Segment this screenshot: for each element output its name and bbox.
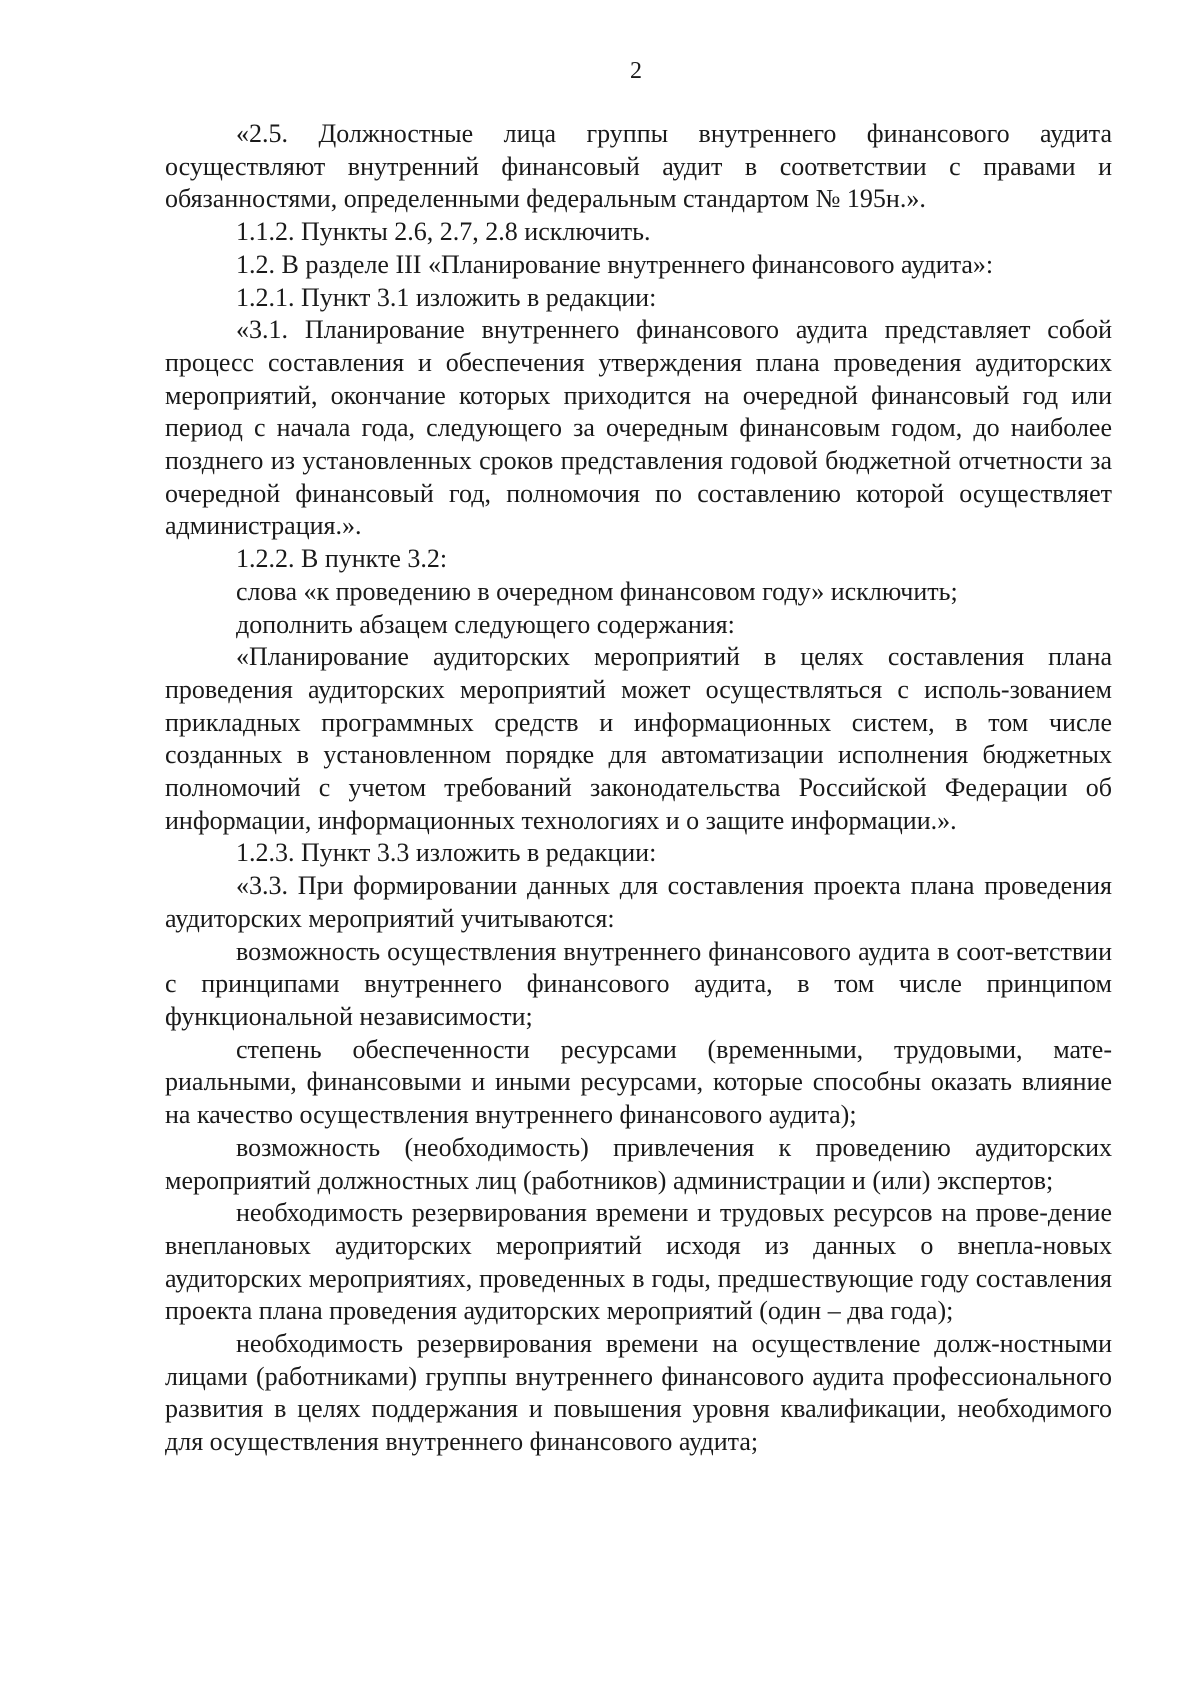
- paragraph-1-1-2: 1.1.2. Пункты 2.6, 2.7, 2.8 исключить.: [236, 217, 651, 247]
- paragraph-1-2-3: 1.2.3. Пункт 3.3 изложить в редакции:: [236, 838, 657, 868]
- paragraph-item-reserve-unplanned: необходимость резервирования времени и трудовых ресурсов на прове-дение внеплановых аудиторских мероприятий исходя из данных о внепла-новых аудиторских мероприятиях, проведенных в годы, предшествующие году составления проекта плана проведения аудиторских мероприятий (один – два года);: [165, 1198, 1112, 1326]
- paragraph-2-5-quote: «2.5. Должностные лица группы внутреннего финансового аудита осуществляют внутренний финансовый аудит в соответствии с правами и обязанностями, определенными федеральным стандартом № 195н.».: [165, 119, 1112, 214]
- paragraph-item-involvement: возможность (необходимость) привлечения к проведению аудиторских мероприятий должностных лиц (работников) администрации и (или) экспертов;: [165, 1132, 1112, 1195]
- paragraph-words-exclude: слова «к проведению в очередном финансовом году» исключить;: [236, 576, 958, 606]
- paragraph-1-2-2: 1.2.2. В пункте 3.2:: [236, 544, 448, 574]
- document-body: [165, 118, 1112, 1459]
- paragraph-1-2: 1.2. В разделе III «Планирование внутреннего финансового аудита»:: [236, 249, 994, 279]
- paragraph-1-2-1: 1.2.1. Пункт 3.1 изложить в редакции:: [236, 282, 657, 312]
- page-number: 2: [630, 58, 642, 84]
- paragraph-add-abzac: дополнить абзацем следующего содержания:: [236, 609, 735, 639]
- paragraph-item-reserve-training: необходимость резервирования времени на осуществление долж-ностными лицами (работниками) группы внутреннего финансового аудита профессионального развития в целях поддержания и повышения уровня квалификации, необходимого для осуществления внутреннего финансового аудита;: [165, 1329, 1112, 1457]
- paragraph-item-possibility: возможность осуществления внутреннего финансового аудита в соот-ветствии с принципами внутреннего финансового аудита, в том числе принципом функциональной независимости;: [165, 936, 1112, 1031]
- paragraph-item-resources: степень обеспеченности ресурсами (временными, трудовыми, мате-риальными, финансовыми и иными ресурсами, которые способны оказать влияние на качество осуществления внутреннего финансового аудита);: [165, 1034, 1112, 1130]
- paragraph-3-3-quote: «3.3. При формировании данных для составления проекта плана проведения аудиторских мероприятий учитываются:: [165, 871, 1112, 933]
- paragraph-3-1-quote: «3.1. Планирование внутреннего финансового аудита представляет собой процесс составления и обеспечения утверждения плана проведения аудиторских мероприятий, окончание которых приходится на очередной финансовый год или период с начала года, следующего за очередным финансовым годом, до наиболее позднего из установленных сроков представления годовой бюджетной отчетности за очередной финансовый год, полномочия по составлению которой осуществляет администрация.».: [165, 315, 1112, 541]
- paragraph-planning-quote: «Планирование аудиторских мероприятий в целях составления плана проведения аудиторских мероприятий может осуществляться с исполь-зованием прикладных программных средств и информационных систем, в том числе созданных в установленном порядке для автоматизации исполнения бюджетных полномочий с учетом требований законодательства Российской Федерации об информации, информационных технологиях и о защите информации.».: [165, 642, 1112, 835]
